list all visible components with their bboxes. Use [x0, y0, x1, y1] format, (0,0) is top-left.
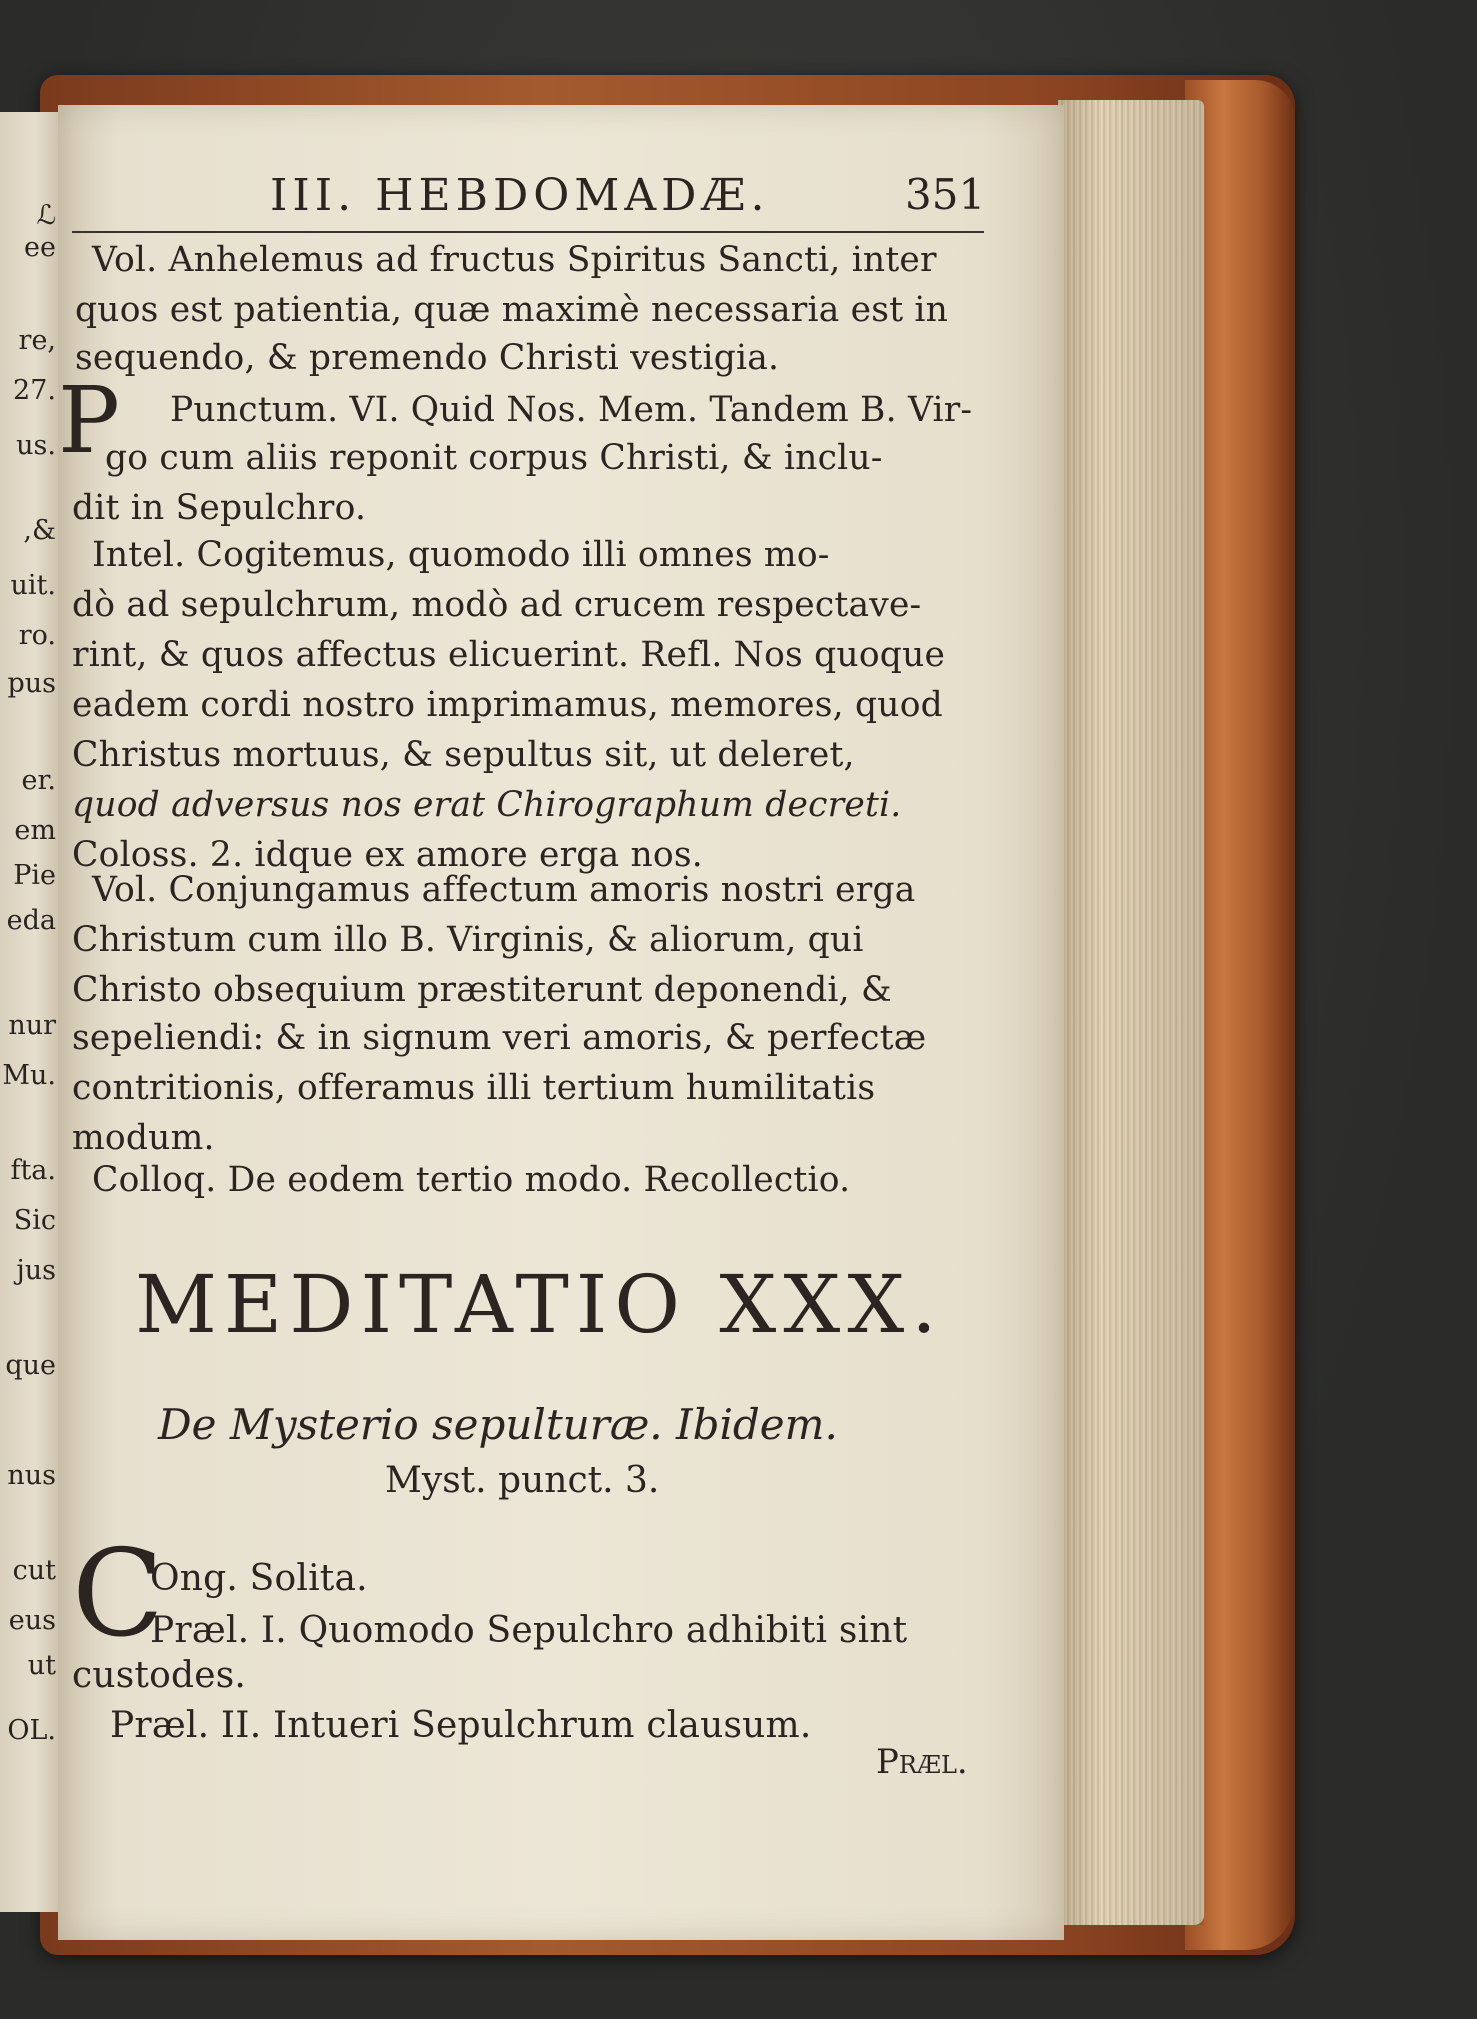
margin-fragment: Sic [13, 1205, 56, 1236]
margin-fragment: us. [16, 430, 56, 461]
text-line: custodes. [72, 1655, 247, 1696]
margin-fragment: ro. [18, 620, 56, 651]
text-line: dò ad sepulchrum, modò ad crucem respectave- [72, 585, 922, 625]
text-line: modum. [72, 1118, 215, 1158]
margin-fragment: er. [21, 765, 56, 796]
text-line: quos est patientia, quæ maximè necessaria est in [75, 290, 949, 330]
text-line: sepeliendi: & in signum veri amoris, & perfectæ [72, 1018, 927, 1058]
margin-fragment: ut [27, 1650, 56, 1681]
margin-fragment: cut [12, 1555, 56, 1586]
margin-fragment: ℒ [36, 200, 56, 231]
header-rule [72, 231, 984, 233]
meditatio-myst: Myst. punct. 3. [385, 1460, 660, 1501]
text-line: dit in Sepulchro. [72, 488, 367, 528]
text-line: Præl. I. Quomodo Sepulchro adhibiti sint [150, 1610, 908, 1651]
margin-fragment: fta. [10, 1155, 56, 1186]
meditatio-subtitle: De Mysterio sepulturæ. Ibidem. [158, 1400, 838, 1449]
margin-fragment: em [14, 815, 56, 846]
margin-fragment: jus [16, 1255, 56, 1286]
margin-fragment: pus [7, 668, 56, 699]
text-line: Intel. Cogitemus, quomodo illi omnes mo- [92, 535, 830, 575]
text-line: Christus mortuus, & sepultus sit, ut deleret, [72, 735, 855, 775]
margin-fragment: que [5, 1350, 56, 1381]
margin-fragment: eda [6, 905, 56, 936]
meditatio-title: MEDITATIO XXX. [135, 1258, 944, 1351]
margin-fragment: uit. [10, 570, 56, 601]
margin-fragment: ,& [23, 515, 56, 546]
text-line: Ong. Solita. [150, 1558, 368, 1599]
text-line: quod adversus nos erat Chirographum decreti. [72, 785, 902, 825]
margin-fragment: eus [8, 1605, 56, 1636]
text-line: Christum cum illo B. Virginis, & aliorum, qui [72, 920, 864, 960]
margin-fragment: OL. [7, 1715, 56, 1746]
text-line: rint, & quos affectus elicuerint. Refl. Nos quoque [72, 635, 946, 675]
margin-fragment: nur [8, 1010, 56, 1041]
text-line: Coloss. 2. idque ex amore erga nos. [72, 835, 703, 875]
text-line: Præl. II. Intueri Sepulchrum clausum. [110, 1705, 812, 1746]
text-line: Vol. Anhelemus ad fructus Spiritus Sancti, inter [92, 240, 937, 280]
margin-fragment: Pie [13, 860, 56, 891]
page-edges-shade [1058, 100, 1204, 1925]
text-line: go cum aliis reponit corpus Christi, & inclu- [105, 438, 883, 478]
text-line: contritionis, offeramus illi tertium humilitatis [72, 1068, 876, 1108]
text-line: Punctum. VI. Quid Nos. Mem. Tandem B. Vir- [170, 390, 973, 430]
margin-fragment: ee [24, 232, 56, 263]
text-line: eadem cordi nostro imprimamus, memores, quod [72, 685, 943, 725]
margin-fragment: nus [7, 1460, 56, 1491]
page-number: 351 [905, 170, 986, 219]
text-line: sequendo, & premendo Christi vestigia. [75, 338, 780, 378]
running-head: III. HEBDOMADÆ. [270, 170, 770, 221]
margin-fragment: Mu. [2, 1060, 56, 1091]
margin-fragment: 27. [13, 375, 56, 406]
drop-cap-c: C [72, 1525, 164, 1664]
margin-fragment: re, [18, 325, 56, 356]
text-line: Christo obsequium præstiterunt deponendi, & [72, 970, 892, 1010]
text-line: Colloq. De eodem tertio modo. Recollectio. [92, 1160, 851, 1200]
catchword: Præl. [876, 1742, 968, 1782]
text-line: Vol. Conjungamus affectum amoris nostri erga [92, 870, 916, 910]
drop-cap-p: P [58, 367, 120, 474]
